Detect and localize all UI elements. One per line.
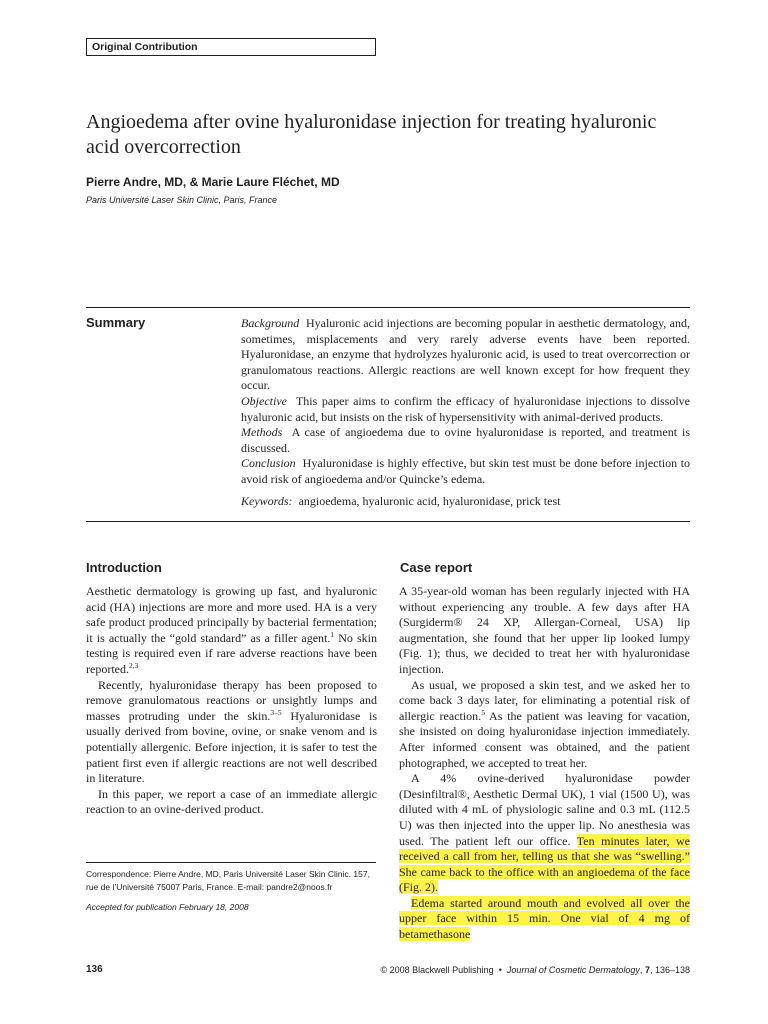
- abstract-conclusion: [241, 456, 690, 487]
- keywords-label: Keywords:: [241, 493, 293, 508]
- section-label: Original Contribution: [86, 38, 376, 56]
- citation-3-5[interactable]: 3–5: [270, 707, 282, 717]
- authors: Pierre Andre, MD, & Marie Laure Fléchet, MD: [86, 175, 340, 189]
- highlighted-text-2: Edema started around mouth and evolved all over the upper face within 15 min. One vial of 4 mg of betamethasone: [399, 895, 690, 942]
- footnote-rule: [86, 862, 376, 863]
- accepted-date: Accepted for publication February 18, 2008: [86, 902, 249, 912]
- intro-p2-text-a: Recently, hyaluronidase therapy has been proposed to remove granulomatous reactions or unsightly lumps and masses protruding under the skin.: [86, 677, 377, 723]
- conclusion-label: Conclusion: [241, 456, 296, 471]
- keywords: [241, 494, 690, 510]
- abstract-background: [241, 316, 690, 394]
- intro-p1-text-b: No skin testing is required even if rare adverse reactions have been reported.: [86, 630, 377, 676]
- citation-5[interactable]: 5: [481, 707, 485, 717]
- summary-heading: Summary: [86, 315, 146, 330]
- citation-2-3[interactable]: 2,3: [128, 660, 139, 670]
- case-report-body: [399, 584, 690, 943]
- copyright: © 2008 Blackwell Publishing: [380, 965, 494, 975]
- case-paragraph-4: [399, 896, 690, 943]
- intro-paragraph-1: [86, 584, 377, 678]
- case-p2-text-b: As the patient was leaving for vacation, she insisted on doing hyaluronidase injection immediately. After informed consent was obtained, and the patient photographed, we accepted to treat her.: [399, 708, 691, 770]
- case-p2-text-a: As usual, we proposed a skin test, and we asked her to come back 3 days later, for eliminating a potential risk of allergic reaction.: [399, 677, 690, 723]
- intro-p1-text-a: Aesthetic dermatology is growing up fast, and hyaluronic acid (HA) injections are more and more used. HA is a very safe product produced principally by bacterial fermentation; it is actually the “gold standard” as a filler agent.: [86, 584, 377, 645]
- case-paragraph-2: [399, 678, 690, 772]
- case-p3-text: A 4% ovine-derived hyaluronidase powder (Desinfiltral®, Aesthetic Dermal UK), 1 vial (1500 U), was diluted with 4 mL of physiologic saline and 0.3 mL (112.5 U) was then injected into the upper lip. No anesthesia was used. The patient left our office.: [399, 771, 690, 848]
- introduction-heading: Introduction: [86, 560, 162, 575]
- summary-top-rule: [86, 307, 690, 308]
- introduction-body: [86, 584, 377, 818]
- conclusion-text: Hyaluronidase is highly effective, but skin test must be done before injection to avoid risk of angioedema and/or Quincke’s edema.: [241, 456, 691, 486]
- background-text: Hyaluronic acid injections are becoming popular in aesthetic dermatology, and, sometimes, misplacements and very rarely adverse events have been reported. Hyaluronidase, an enzyme that hydrolyzes hyaluronic acid, is used to treat overcorrection or granulomatous reactions. Allergic reactions are well known except for how frequent they occur.: [241, 316, 690, 393]
- methods-text: A case of angioedema due to ovine hyaluronidase is reported, and treatment is discussed.: [241, 425, 690, 455]
- objective-label: Objective: [241, 393, 287, 408]
- summary-bottom-rule: [86, 521, 690, 522]
- case-paragraph-1: A 35-year-old woman has been regularly injected with HA without experiencing any trouble. A few days after HA (Surgiderm® 24 XP, Allergan-Corneal, USA) lip augmentation, she found that her upper lip looked lumpy (Fig. 1); thus, we decided to treat her with hyaluronidase injection.: [399, 584, 690, 676]
- intro-paragraph-2: [86, 678, 377, 787]
- keywords-text: angioedema, hyaluronic acid, hyaluronidase, prick test: [298, 493, 561, 508]
- journal-footer: © 2008 Blackwell Publishing • Journal of Cosmetic Dermatology, 7, 136–138: [380, 965, 690, 975]
- intro-p2-text-b: Hyaluronidase is usually derived from bovine, ovine, or snake venom and is potentially allergenic. Before injection, it is safer to test the patient first even if allergic reactions are not well described in literature.: [86, 708, 377, 786]
- journal-pages: , 136–138: [649, 965, 690, 975]
- abstract-objective: [241, 394, 690, 425]
- article-title: Angioedema after ovine hyaluronidase injection for treating hyaluronic acid overcorrection: [86, 111, 657, 158]
- abstract: [241, 316, 690, 509]
- background-label: Background: [241, 316, 300, 330]
- abstract-methods: [241, 425, 690, 456]
- journal-volume: 7: [644, 965, 650, 975]
- page-number: 136: [86, 964, 103, 975]
- methods-label: Methods: [241, 425, 283, 440]
- intro-paragraph-3: In this paper, we report a case of an immediate allergic reaction to an ovine-derived product.: [86, 786, 377, 817]
- affiliation: Paris Université Laser Skin Clinic, Paris, France: [86, 195, 278, 205]
- correspondence-note: Correspondence: Pierre Andre, MD, Paris Université Laser Skin Clinic. 157, rue de l’Université 75007 Paris, France. E-mail: pandre2@noos.fr: [86, 869, 370, 892]
- citation-1[interactable]: 1: [330, 629, 335, 639]
- highlighted-text-1: Ten minutes later, we received a call from her, telling us that she was “swelling.” She came back to the office with an angioedema of the face (Fig. 2).: [399, 833, 690, 895]
- case-report-heading: Case report: [400, 560, 473, 575]
- journal-name: Journal of Cosmetic Dermatology: [506, 965, 640, 975]
- case-paragraph-3: [399, 771, 690, 896]
- objective-text: This paper aims to confirm the efficacy of hyaluronidase injections to dissolve hyaluronic acid, but insists on the risk of hypersensitivity with animal-derived products.: [241, 393, 690, 424]
- footer-bullet: •: [498, 965, 502, 975]
